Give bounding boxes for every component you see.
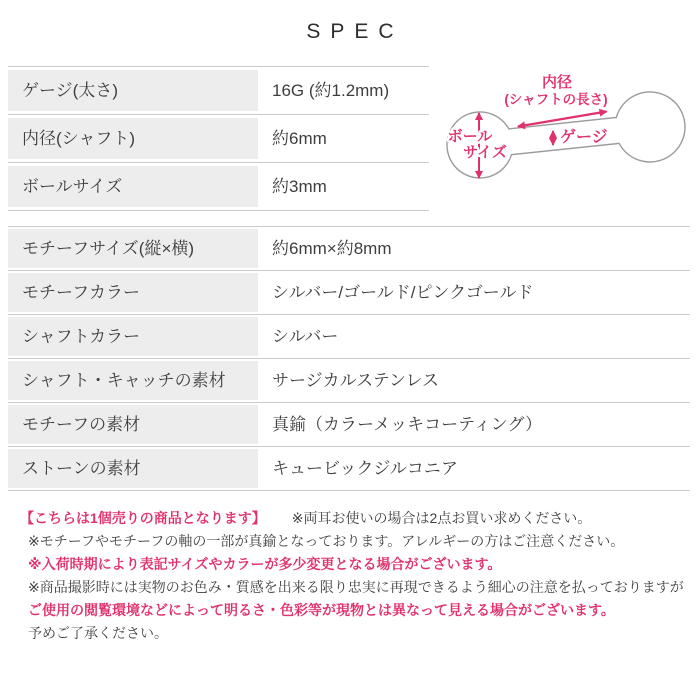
note-understanding: 予めご了承ください。 xyxy=(28,625,168,641)
table-row xyxy=(8,226,690,270)
row-value: シルバー xyxy=(258,317,690,356)
row-label: モチーフの素材 xyxy=(8,405,258,444)
note-size-color-change: ※入荷時期により表記サイズやカラーが多少変更となる場合がございます。 xyxy=(28,556,502,572)
footnotes xyxy=(20,507,688,645)
inner-diameter-sub-label: (シャフトの長さ) xyxy=(504,92,608,107)
row-value: シルバー/ゴールド/ピンクゴールド xyxy=(258,273,690,312)
table-row xyxy=(8,446,690,490)
row-label: シャフトカラー xyxy=(8,317,258,356)
note-single-item xyxy=(20,507,688,530)
inner-diameter-label: 内径 xyxy=(541,74,573,91)
ball-size-label-line1: ボール xyxy=(447,128,493,145)
row-label: シャフト・キャッチの素材 xyxy=(8,361,258,400)
row-value: 約6mm×約8mm xyxy=(258,229,690,268)
note-both-ears: ※両耳お使いの場合は2点お買い求めください。 xyxy=(291,510,592,526)
row-value: 真鍮（カラーメッキコーティング） xyxy=(258,405,690,444)
table-row xyxy=(8,162,429,210)
table-row xyxy=(8,114,429,162)
spec-table-bottom xyxy=(8,226,690,491)
table-row xyxy=(8,358,690,402)
row-value: キュービックジルコニア xyxy=(258,449,690,488)
row-value: サージカルステンレス xyxy=(258,361,690,400)
note-single-item-accent: 【こちらは1個売りの商品となります】 xyxy=(20,510,266,526)
table-row xyxy=(8,66,429,114)
barbell-size-diagram xyxy=(430,55,700,230)
table-row xyxy=(8,270,690,314)
row-label: 内径(シャフト) xyxy=(8,118,258,159)
spec-table-top xyxy=(8,66,429,211)
row-label: モチーフサイズ(縦×横) xyxy=(8,229,258,268)
note-photo-accuracy: ※商品撮影時には実物のお色み・質感を出来る限り忠実に再現できるよう細心の注意を払っておりますが xyxy=(28,579,684,595)
row-value: 約6mm xyxy=(258,118,429,159)
note-brass-allergy: ※モチーフやモチーフの軸の一部が真鍮となっております。アレルギーの方はご注意ください。 xyxy=(28,533,625,549)
row-label: ストーンの素材 xyxy=(8,449,258,488)
table-row xyxy=(8,402,690,446)
row-label: ゲージ(太さ) xyxy=(8,70,258,111)
page-title: SPEC xyxy=(306,20,404,43)
row-value: 16G (約1.2mm) xyxy=(258,70,429,111)
ball-size-label-line2: サイズ xyxy=(463,144,507,161)
row-value: 約3mm xyxy=(258,166,429,207)
note-display-difference: ご使用の閲覧環境などによって明るさ・色彩等が現物とは異なって見える場合がございます。 xyxy=(28,602,615,618)
table-row xyxy=(8,314,690,358)
gauge-label: ゲージ xyxy=(560,129,608,146)
row-label: モチーフカラー xyxy=(8,273,258,312)
row-label: ボールサイズ xyxy=(8,166,258,207)
